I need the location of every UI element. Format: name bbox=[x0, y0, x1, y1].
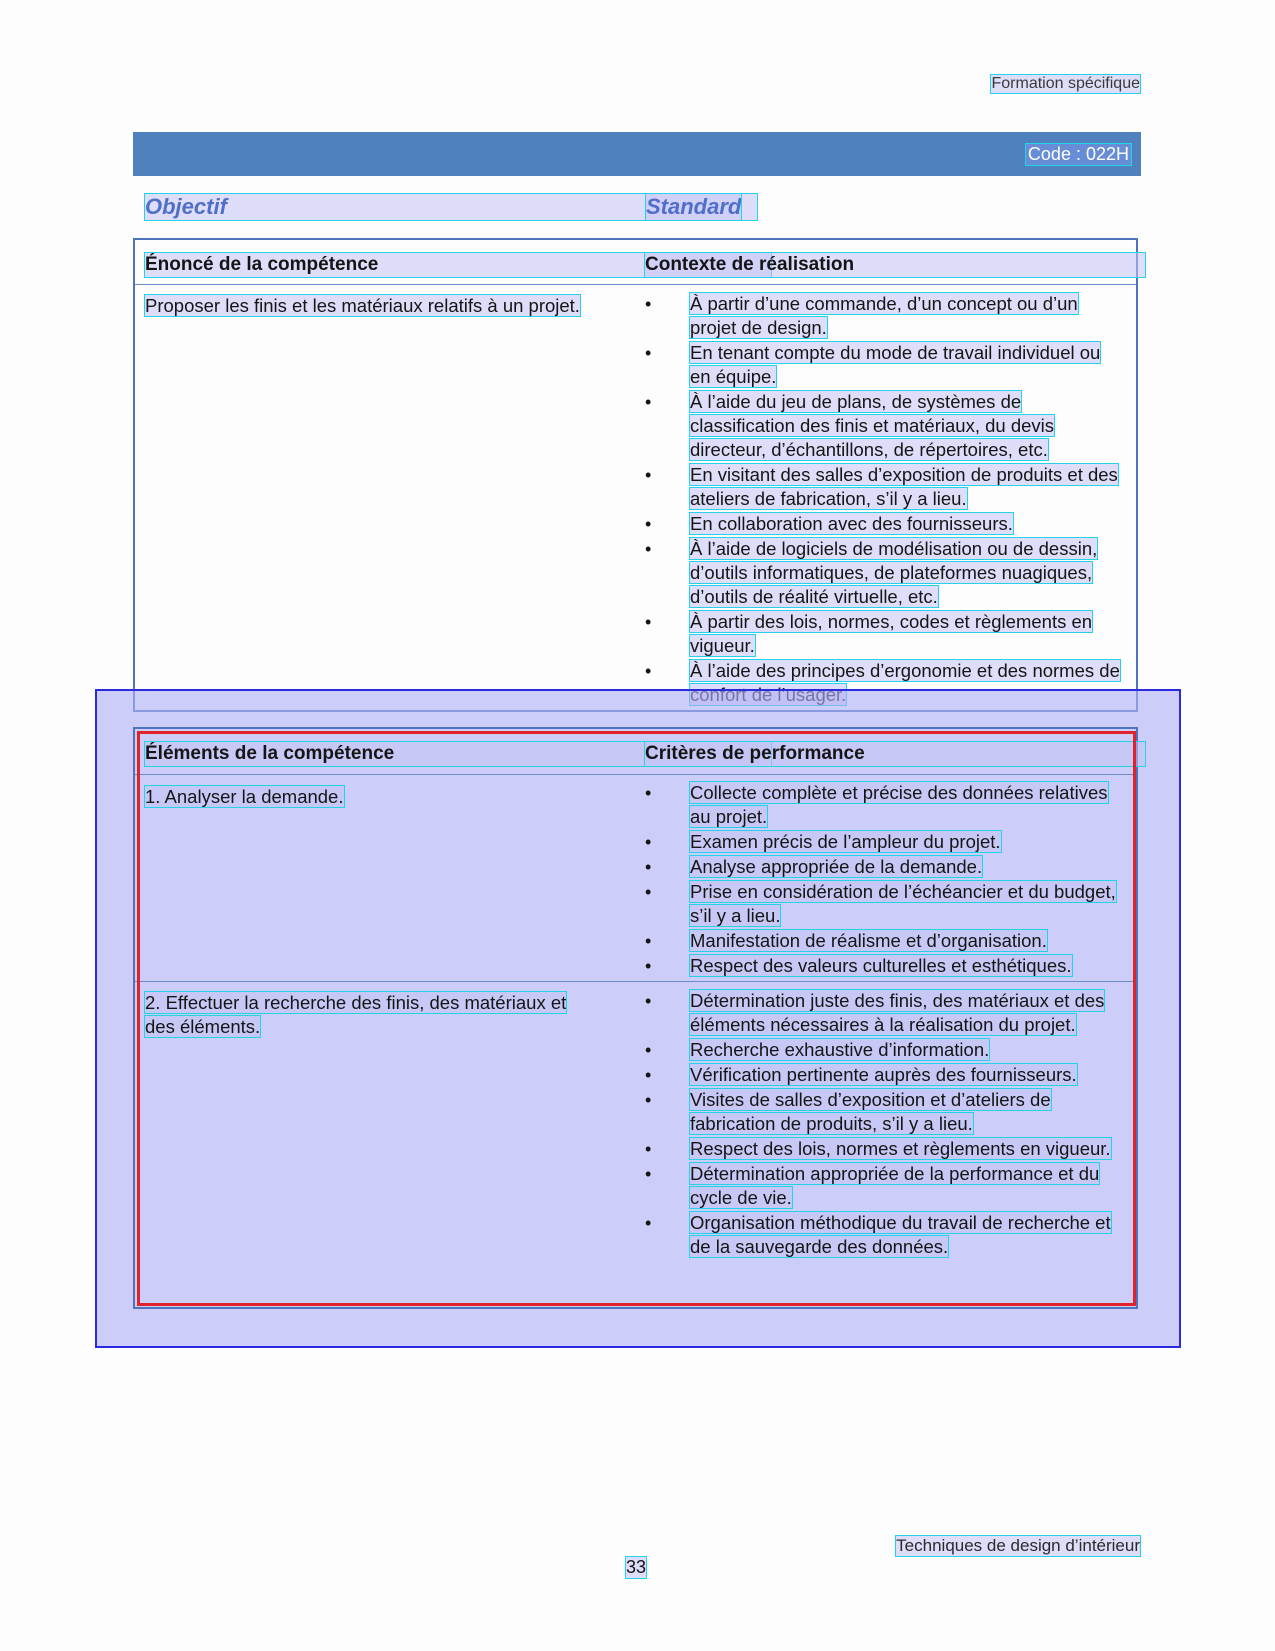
list-item: • Analyse appropriée de la demande. bbox=[645, 855, 1125, 879]
list-item: • À l’aide de logiciels de modélisation ou de dessin, d’outils informatiques, de plateformes nuagiques, d’outils de réalité virtuelle, etc. bbox=[645, 537, 1125, 609]
list-item: • En visitant des salles d’exposition de produits et des ateliers de fabrication, s’il y a lieu. bbox=[645, 463, 1125, 511]
list-item: • Respect des valeurs culturelles et esthétiques. bbox=[645, 954, 1125, 978]
competency-code: Code : 022H bbox=[1027, 144, 1129, 164]
objectif-title: Objectif bbox=[145, 194, 757, 220]
list-item: • En tenant compte du mode de travail individuel ou en équipe. bbox=[645, 341, 1125, 389]
footer-program-name: Techniques de design d’intérieur bbox=[896, 1536, 1140, 1555]
competence-statement-cell bbox=[145, 294, 615, 318]
list-item: • Prise en considération de l’échéancier et du budget, s’il y a lieu. bbox=[645, 880, 1125, 928]
list-item: • Respect des lois, normes et règlements en vigueur. bbox=[645, 1137, 1125, 1161]
page-number: 33 bbox=[626, 1557, 647, 1577]
list-item: • Détermination appropriée de la performance et du cycle de vie. bbox=[645, 1162, 1125, 1210]
list-item: • À l’aide des principes d’ergonomie et des normes de bbox=[645, 659, 1125, 707]
list-item: • Manifestation de réalisme et d’organisation. bbox=[645, 929, 1125, 953]
competence-table bbox=[133, 238, 1138, 712]
criteres-header: Critères de performance bbox=[645, 742, 1145, 766]
context-list bbox=[645, 292, 1125, 707]
list-item: • En collaboration avec des fournisseurs. bbox=[645, 512, 1125, 536]
standard-title: Standard bbox=[646, 194, 742, 219]
selection-frame bbox=[137, 731, 1136, 1306]
list-item: • À partir des lois, normes, codes et règlements en vigueur. bbox=[645, 610, 1125, 658]
list-item: • Vérification pertinente auprès des fournisseurs. bbox=[645, 1063, 1125, 1087]
list-item: • À partir d’une commande, d’un concept ou d’un projet de design. bbox=[645, 292, 1125, 340]
list-item: • Organisation méthodique du travail de recherche et de la sauvegarde des données. bbox=[645, 1211, 1125, 1259]
list-item: • Visites de salles d’exposition et d’ateliers de fabrication de produits, s’il y a lieu. bbox=[645, 1088, 1125, 1136]
element-2-label: 2. Effectuer la recherche des finis, des matériaux et des éléments. bbox=[145, 992, 567, 1037]
list-item: • Examen précis de l’ampleur du projet. bbox=[645, 830, 1125, 854]
code-bar bbox=[133, 132, 1141, 176]
contexte-header: Contexte de réalisation bbox=[645, 253, 1145, 277]
list-item: • Collecte complète et précise des données relatives au projet. bbox=[645, 781, 1125, 829]
list-item: • À l’aide du jeu de plans, de systèmes de classification des finis et matériaux, du devis directeur, d’échantillons, de répertoires, etc. bbox=[645, 390, 1125, 462]
list-item: • Recherche exhaustive d’information. bbox=[645, 1038, 1125, 1062]
program-header: Formation spécifique bbox=[991, 75, 1140, 92]
list-item: • Détermination juste des finis, des matériaux et des éléments nécessaires à la réalisation du projet. bbox=[645, 989, 1125, 1037]
element-1-label: 1. Analyser la demande. bbox=[145, 786, 344, 807]
enonce-header: Énoncé de la compétence bbox=[145, 253, 771, 277]
header-divider bbox=[135, 284, 1136, 285]
context-list-cell bbox=[645, 292, 1125, 708]
competence-statement: Proposer les finis et les matériaux relatifs à un projet. bbox=[145, 295, 580, 316]
elements-header: Éléments de la compétence bbox=[145, 742, 771, 766]
